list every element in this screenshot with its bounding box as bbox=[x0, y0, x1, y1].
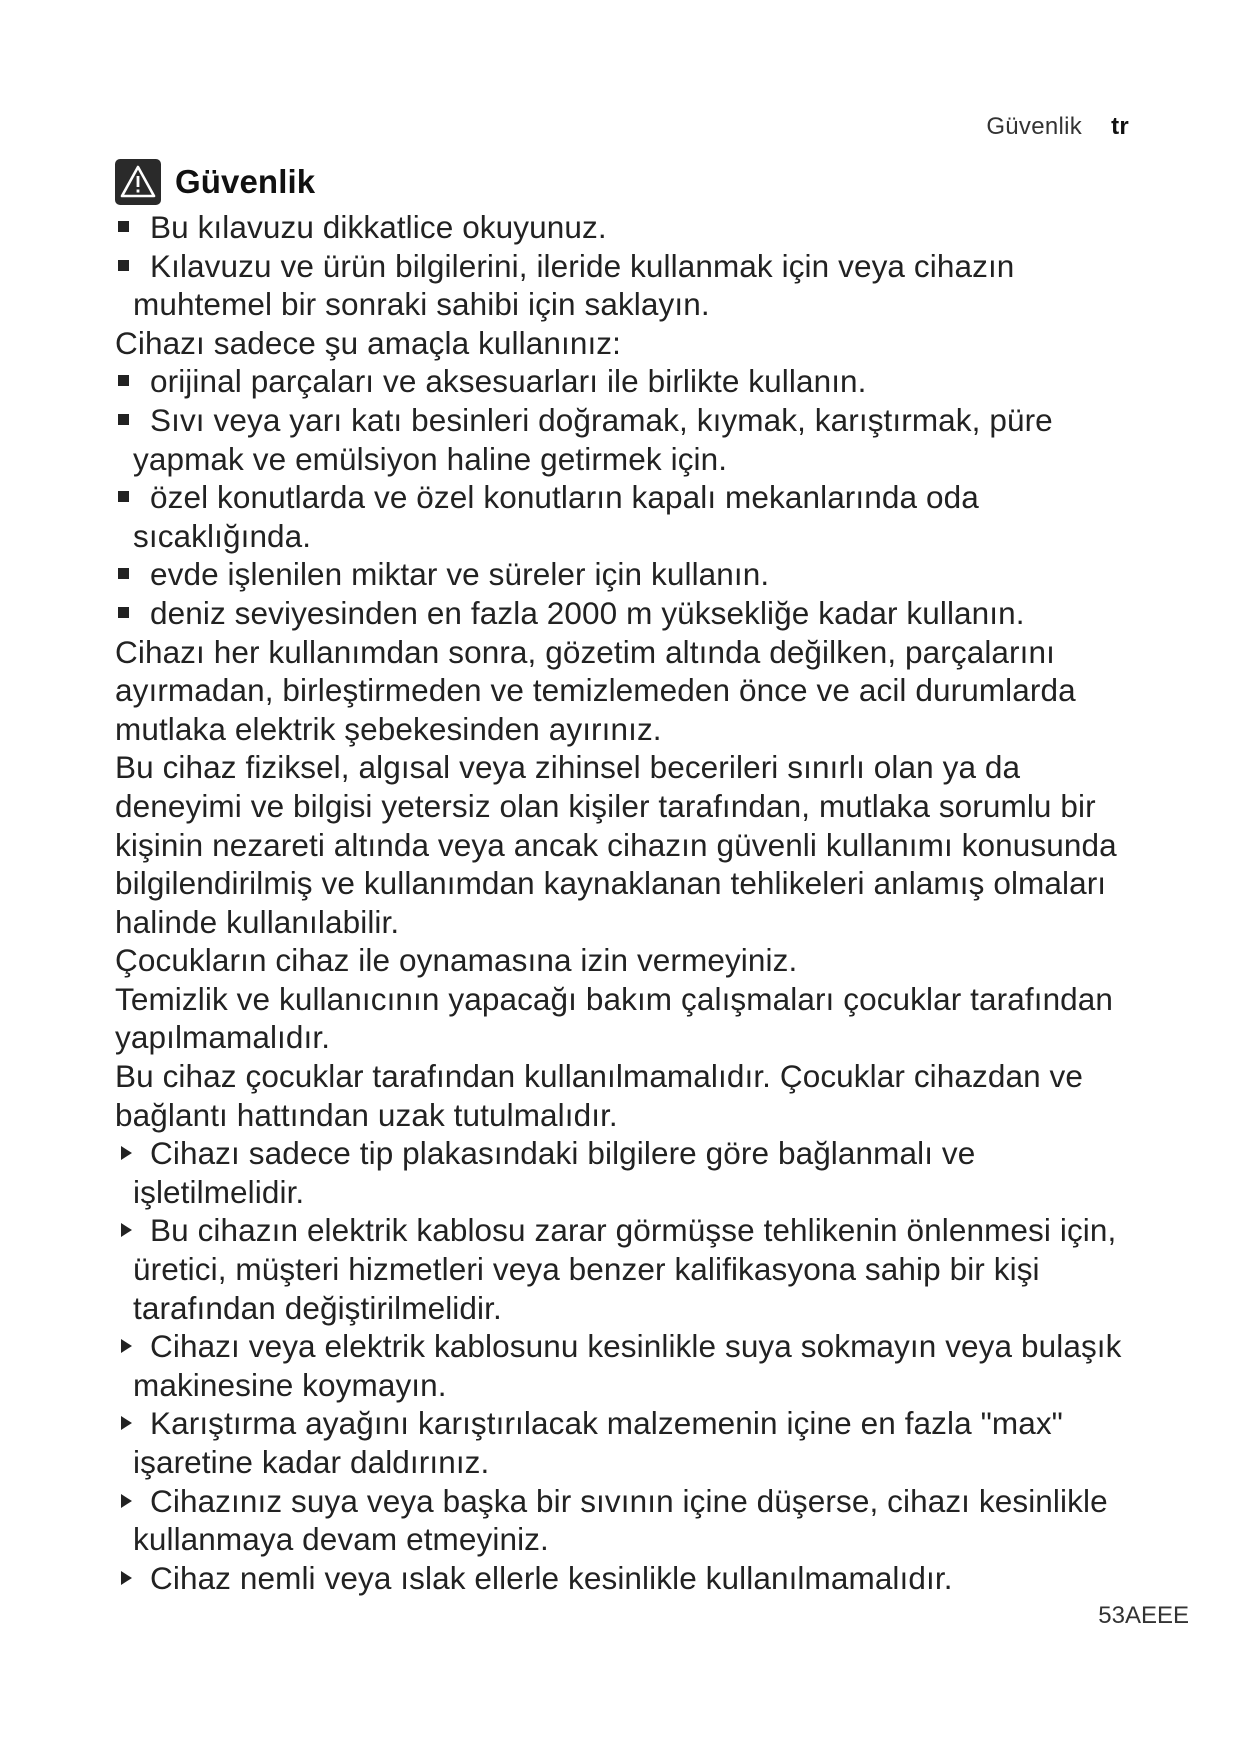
square-bullet-icon bbox=[118, 491, 129, 502]
arrow-bullet-icon bbox=[121, 1494, 132, 1508]
bullet-list-item bbox=[115, 555, 1155, 594]
list-item-text: Cihaz nemli veya ıslak ellerle kesinlikle kullanılmamalıdır. bbox=[150, 1559, 953, 1596]
page-header bbox=[986, 113, 1129, 141]
list-item-text: özel konutlarda ve özel konutların kapalı mekanlarında oda sıcaklığında. bbox=[133, 479, 979, 554]
bullet-list-item bbox=[115, 247, 1155, 324]
paragraph: Bu cihaz fiziksel, algısal veya zihinsel becerileri sınırlı olan ya da deneyimi ve bilgisi yetersiz olan kişiler tarafından, mutlaka sorumlu bir kişinin nezareti altında veya ancak cihazın güvenli kullanımı konusunda bilgilendirilmiş ve kullanımdan kaynaklanan tehlikeleri anlamış olmaları halinde kullanılabilir. bbox=[115, 749, 1117, 940]
arrow-bullet-icon bbox=[121, 1416, 132, 1430]
list-item-text: Cihazı sadece tip plakasındaki bilgilere göre bağlanmalı ve işletilmelidir. bbox=[133, 1135, 976, 1210]
list-item-text: Sıvı veya yarı katı besinleri doğramak, kıymak, karıştırmak, püre yapmak ve emülsiyon haline getirmek için. bbox=[133, 401, 1053, 477]
arrow-bullet-icon bbox=[121, 1223, 132, 1237]
paragraph: Temizlik ve kullanıcının yapacağı bakım çalışmaları çocuklar tarafından yapılmamalıdır. bbox=[115, 980, 1114, 1056]
square-bullet-icon bbox=[118, 260, 129, 271]
list-item-text: Kılavuzu ve ürün bilgilerini, ileride kullanmak için veya cihazın muhtemel bir sonraki sahibi için saklayın. bbox=[133, 247, 1015, 323]
list-item-text: Cihazı veya elektrik kablosunu kesinlikle suya sokmayın veya bulaşık makinesine koymayın. bbox=[133, 1328, 1122, 1403]
arrow-bullet-icon bbox=[121, 1571, 132, 1585]
paragraph: Cihazı her kullanımdan sonra, gözetim altında değilken, parçalarını ayırmadan, birleştirmeden ve temizlemeden önce ve acil durumlarda mutlaka elektrik şebekesinden ayırınız. bbox=[115, 633, 1076, 747]
bullet-list-item bbox=[115, 594, 1155, 633]
list-item-text: Bu cihazın elektrik kablosu zarar görmüşse tehlikenin önlenmesi için, üretici, müşteri hizmetleri veya benzer kalifikasyona sahip bir kişi tarafından değiştirilmelidir. bbox=[133, 1212, 1117, 1326]
bullet-list-item bbox=[115, 208, 1155, 247]
bullet-list-item bbox=[115, 362, 1155, 401]
square-bullet-icon bbox=[118, 607, 129, 618]
list-item-text: evde işlenilen miktar ve süreler için kullanın. bbox=[150, 556, 770, 593]
section-heading bbox=[115, 158, 1155, 206]
paragraph: Cihazı sadece şu amaçla kullanınız: bbox=[115, 324, 622, 361]
list-item-text: orijinal parçaları ve aksesuarları ile birlikte kullanın. bbox=[150, 363, 867, 400]
warning-triangle-icon bbox=[115, 159, 161, 205]
square-bullet-icon bbox=[118, 414, 129, 425]
safety-text-blocks bbox=[115, 208, 1155, 1597]
arrow-bullet-icon bbox=[121, 1146, 132, 1160]
square-bullet-icon bbox=[118, 221, 129, 232]
square-bullet-icon bbox=[118, 375, 129, 386]
document-code: 53AEEE bbox=[1098, 1602, 1189, 1629]
header-language-code: tr bbox=[1111, 113, 1129, 140]
header-section-title: Güvenlik bbox=[986, 113, 1083, 140]
paragraph: Bu cihaz çocuklar tarafından kullanılmamalıdır. Çocuklar cihazdan ve bağlantı hattından uzak tutulmalıdır. bbox=[115, 1058, 1084, 1133]
paragraph: Çocukların cihaz ile oynamasına izin vermeyiniz. bbox=[115, 942, 798, 979]
square-bullet-icon bbox=[118, 568, 129, 579]
safety-section bbox=[115, 158, 1155, 1597]
list-item-text: Bu kılavuzu dikkatlice okuyunuz. bbox=[150, 209, 607, 245]
bullet-list-item bbox=[115, 478, 1155, 555]
instruction-list-item bbox=[115, 1327, 1155, 1404]
instruction-list-item bbox=[115, 1482, 1155, 1559]
instruction-list-item bbox=[115, 1211, 1155, 1327]
bullet-list-item bbox=[115, 401, 1155, 478]
list-item-text: deniz seviyesinden en fazla 2000 m yüksekliğe kadar kullanın. bbox=[150, 594, 1025, 631]
arrow-bullet-icon bbox=[121, 1339, 132, 1353]
instruction-list-item bbox=[115, 1404, 1155, 1481]
instruction-list-item bbox=[115, 1134, 1155, 1211]
page-title: Güvenlik bbox=[175, 162, 316, 200]
list-item-text: Karıştırma ayağını karıştırılacak malzemenin içine en fazla "max" işaretine kadar daldırınız. bbox=[133, 1405, 1063, 1480]
list-item-text: Cihazınız suya veya başka bir sıvının içine düşerse, cihazı kesinlikle kullanmaya devam etmeyiniz. bbox=[133, 1482, 1108, 1558]
instruction-list-item bbox=[115, 1559, 1155, 1598]
